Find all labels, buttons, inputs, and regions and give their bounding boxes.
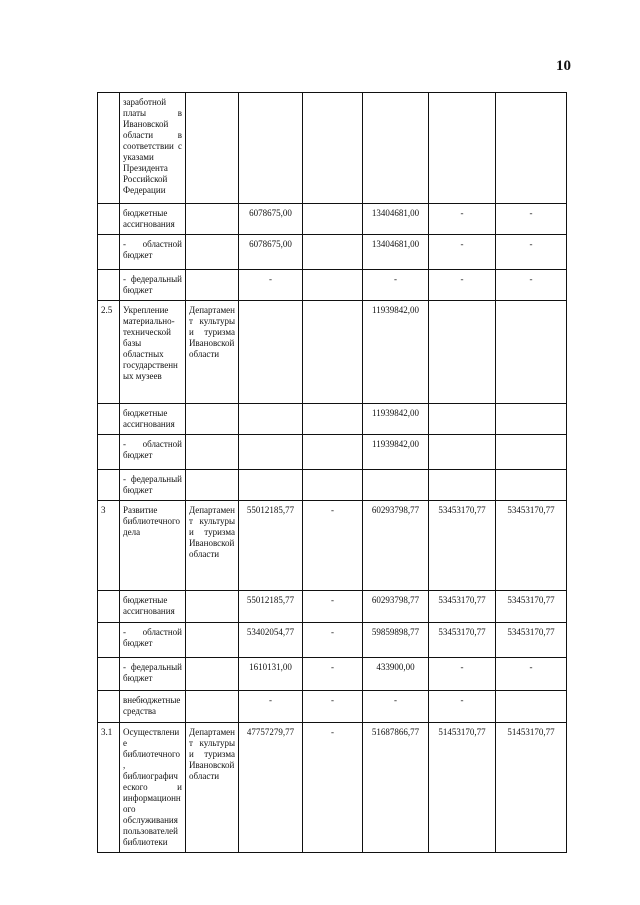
value-col4-cell: 53453170,77 xyxy=(429,591,496,623)
row-index-cell: 3.1 xyxy=(98,723,120,853)
table-row xyxy=(98,204,567,235)
value-col3-cell xyxy=(363,470,429,501)
value-col3-cell: 11939842,00 xyxy=(363,301,429,404)
value-col4-cell xyxy=(429,404,496,435)
value-col3-cell: 51687866,77 xyxy=(363,723,429,853)
value-col5-cell: - xyxy=(496,235,567,270)
value-col3-cell: 13404681,00 xyxy=(363,235,429,270)
executor-cell xyxy=(186,591,239,623)
value-col1-cell: 55012185,77 xyxy=(239,501,303,591)
table-row xyxy=(98,591,567,623)
value-col4-cell: - xyxy=(429,204,496,235)
value-col1-cell xyxy=(239,301,303,404)
value-col2-cell: - xyxy=(303,501,363,591)
row-index-cell xyxy=(98,204,120,235)
row-index-cell xyxy=(98,591,120,623)
row-name-cell: - областной бюджет xyxy=(120,435,186,470)
value-col2-cell xyxy=(303,470,363,501)
row-index-cell xyxy=(98,435,120,470)
value-col5-cell: - xyxy=(496,204,567,235)
value-col1-cell: 6078675,00 xyxy=(239,204,303,235)
row-index-cell: 2.5 xyxy=(98,301,120,404)
value-col3-cell: 13404681,00 xyxy=(363,204,429,235)
row-index-cell xyxy=(98,658,120,691)
value-col2-cell: - xyxy=(303,591,363,623)
table-row xyxy=(98,435,567,470)
table-row xyxy=(98,93,567,204)
value-col4-cell xyxy=(429,435,496,470)
table-row xyxy=(98,235,567,270)
value-col5-cell xyxy=(496,301,567,404)
value-col4-cell: - xyxy=(429,691,496,723)
value-col1-cell: 6078675,00 xyxy=(239,235,303,270)
value-col3-cell: 59859898,77 xyxy=(363,623,429,658)
value-col4-cell: 53453170,77 xyxy=(429,623,496,658)
table-row xyxy=(98,623,567,658)
row-name-cell: бюджетные ассигнования xyxy=(120,404,186,435)
value-col5-cell xyxy=(496,404,567,435)
row-name-cell: - областной бюджет xyxy=(120,235,186,270)
value-col2-cell xyxy=(303,435,363,470)
executor-cell xyxy=(186,691,239,723)
value-col3-cell: 60293798,77 xyxy=(363,501,429,591)
value-col1-cell: 53402054,77 xyxy=(239,623,303,658)
value-col5-cell: - xyxy=(496,270,567,301)
value-col5-cell: 51453170,77 xyxy=(496,723,567,853)
value-col4-cell: 53453170,77 xyxy=(429,501,496,591)
row-index-cell xyxy=(98,623,120,658)
value-col5-cell: 53453170,77 xyxy=(496,591,567,623)
row-name-cell: - федеральный бюджет xyxy=(120,658,186,691)
value-col1-cell xyxy=(239,404,303,435)
row-index-cell: 3 xyxy=(98,501,120,591)
row-name-cell: внебюджетные средства xyxy=(120,691,186,723)
table-row xyxy=(98,270,567,301)
value-col2-cell: - xyxy=(303,691,363,723)
row-name-cell: - федеральный бюджет xyxy=(120,270,186,301)
value-col2-cell: - xyxy=(303,658,363,691)
row-name-cell: заработной платы в Ивановской области в соответствии с указами Президента Российской Федерации xyxy=(120,93,186,204)
value-col2-cell: - xyxy=(303,623,363,658)
value-col4-cell: 51453170,77 xyxy=(429,723,496,853)
value-col5-cell: 53453170,77 xyxy=(496,501,567,591)
row-index-cell xyxy=(98,691,120,723)
value-col4-cell: - xyxy=(429,270,496,301)
executor-cell: Департамент культуры и туризма Ивановской области xyxy=(186,301,239,404)
row-name-cell: бюджетные ассигнования xyxy=(120,204,186,235)
value-col1-cell: 47757279,77 xyxy=(239,723,303,853)
table-row xyxy=(98,723,567,853)
row-name-cell: Укрепление материально-технической базы областных государственных музеев xyxy=(120,301,186,404)
value-col3-cell: - xyxy=(363,691,429,723)
value-col3-cell: 11939842,00 xyxy=(363,435,429,470)
row-name-cell: бюджетные ассигнования xyxy=(120,591,186,623)
value-col5-cell xyxy=(496,691,567,723)
value-col5-cell: 53453170,77 xyxy=(496,623,567,658)
value-col4-cell: - xyxy=(429,658,496,691)
executor-cell xyxy=(186,658,239,691)
value-col3-cell: 11939842,00 xyxy=(363,404,429,435)
value-col2-cell xyxy=(303,270,363,301)
row-index-cell xyxy=(98,270,120,301)
value-col4-cell xyxy=(429,470,496,501)
row-name-cell: Осуществление библиотечного, библиографического и информационного обслуживания пользователей библиотеки xyxy=(120,723,186,853)
value-col5-cell xyxy=(496,470,567,501)
budget-table xyxy=(97,92,567,853)
value-col4-cell: - xyxy=(429,235,496,270)
value-col4-cell xyxy=(429,93,496,204)
executor-cell xyxy=(186,204,239,235)
value-col2-cell xyxy=(303,204,363,235)
table-row xyxy=(98,658,567,691)
executor-cell: Департамент культуры и туризма Ивановской области xyxy=(186,723,239,853)
value-col5-cell xyxy=(496,93,567,204)
value-col1-cell: - xyxy=(239,270,303,301)
value-col4-cell xyxy=(429,301,496,404)
value-col1-cell: - xyxy=(239,691,303,723)
executor-cell xyxy=(186,270,239,301)
value-col2-cell: - xyxy=(303,723,363,853)
value-col3-cell: 433900,00 xyxy=(363,658,429,691)
value-col1-cell xyxy=(239,470,303,501)
value-col1-cell xyxy=(239,435,303,470)
executor-cell xyxy=(186,93,239,204)
executor-cell xyxy=(186,235,239,270)
value-col3-cell: 60293798,77 xyxy=(363,591,429,623)
value-col2-cell xyxy=(303,301,363,404)
row-index-cell xyxy=(98,404,120,435)
row-index-cell xyxy=(98,235,120,270)
executor-cell xyxy=(186,435,239,470)
executor-cell xyxy=(186,404,239,435)
value-col3-cell xyxy=(363,93,429,204)
value-col5-cell: - xyxy=(496,658,567,691)
row-index-cell xyxy=(98,470,120,501)
table-row xyxy=(98,404,567,435)
executor-cell xyxy=(186,470,239,501)
value-col2-cell xyxy=(303,404,363,435)
value-col2-cell xyxy=(303,235,363,270)
row-name-cell: - областной бюджет xyxy=(120,623,186,658)
value-col1-cell: 1610131,00 xyxy=(239,658,303,691)
value-col1-cell: 55012185,77 xyxy=(239,591,303,623)
value-col5-cell xyxy=(496,435,567,470)
table-row xyxy=(98,301,567,404)
table-row xyxy=(98,501,567,591)
value-col3-cell: - xyxy=(363,270,429,301)
page-number: 10 xyxy=(556,58,571,74)
value-col2-cell xyxy=(303,93,363,204)
table-row xyxy=(98,470,567,501)
row-index-cell xyxy=(98,93,120,204)
row-name-cell: Развитие библиотечного дела xyxy=(120,501,186,591)
value-col1-cell xyxy=(239,93,303,204)
executor-cell xyxy=(186,623,239,658)
table-row xyxy=(98,691,567,723)
row-name-cell: - федеральный бюджет xyxy=(120,470,186,501)
executor-cell: Департамент культуры и туризма Ивановской области xyxy=(186,501,239,591)
